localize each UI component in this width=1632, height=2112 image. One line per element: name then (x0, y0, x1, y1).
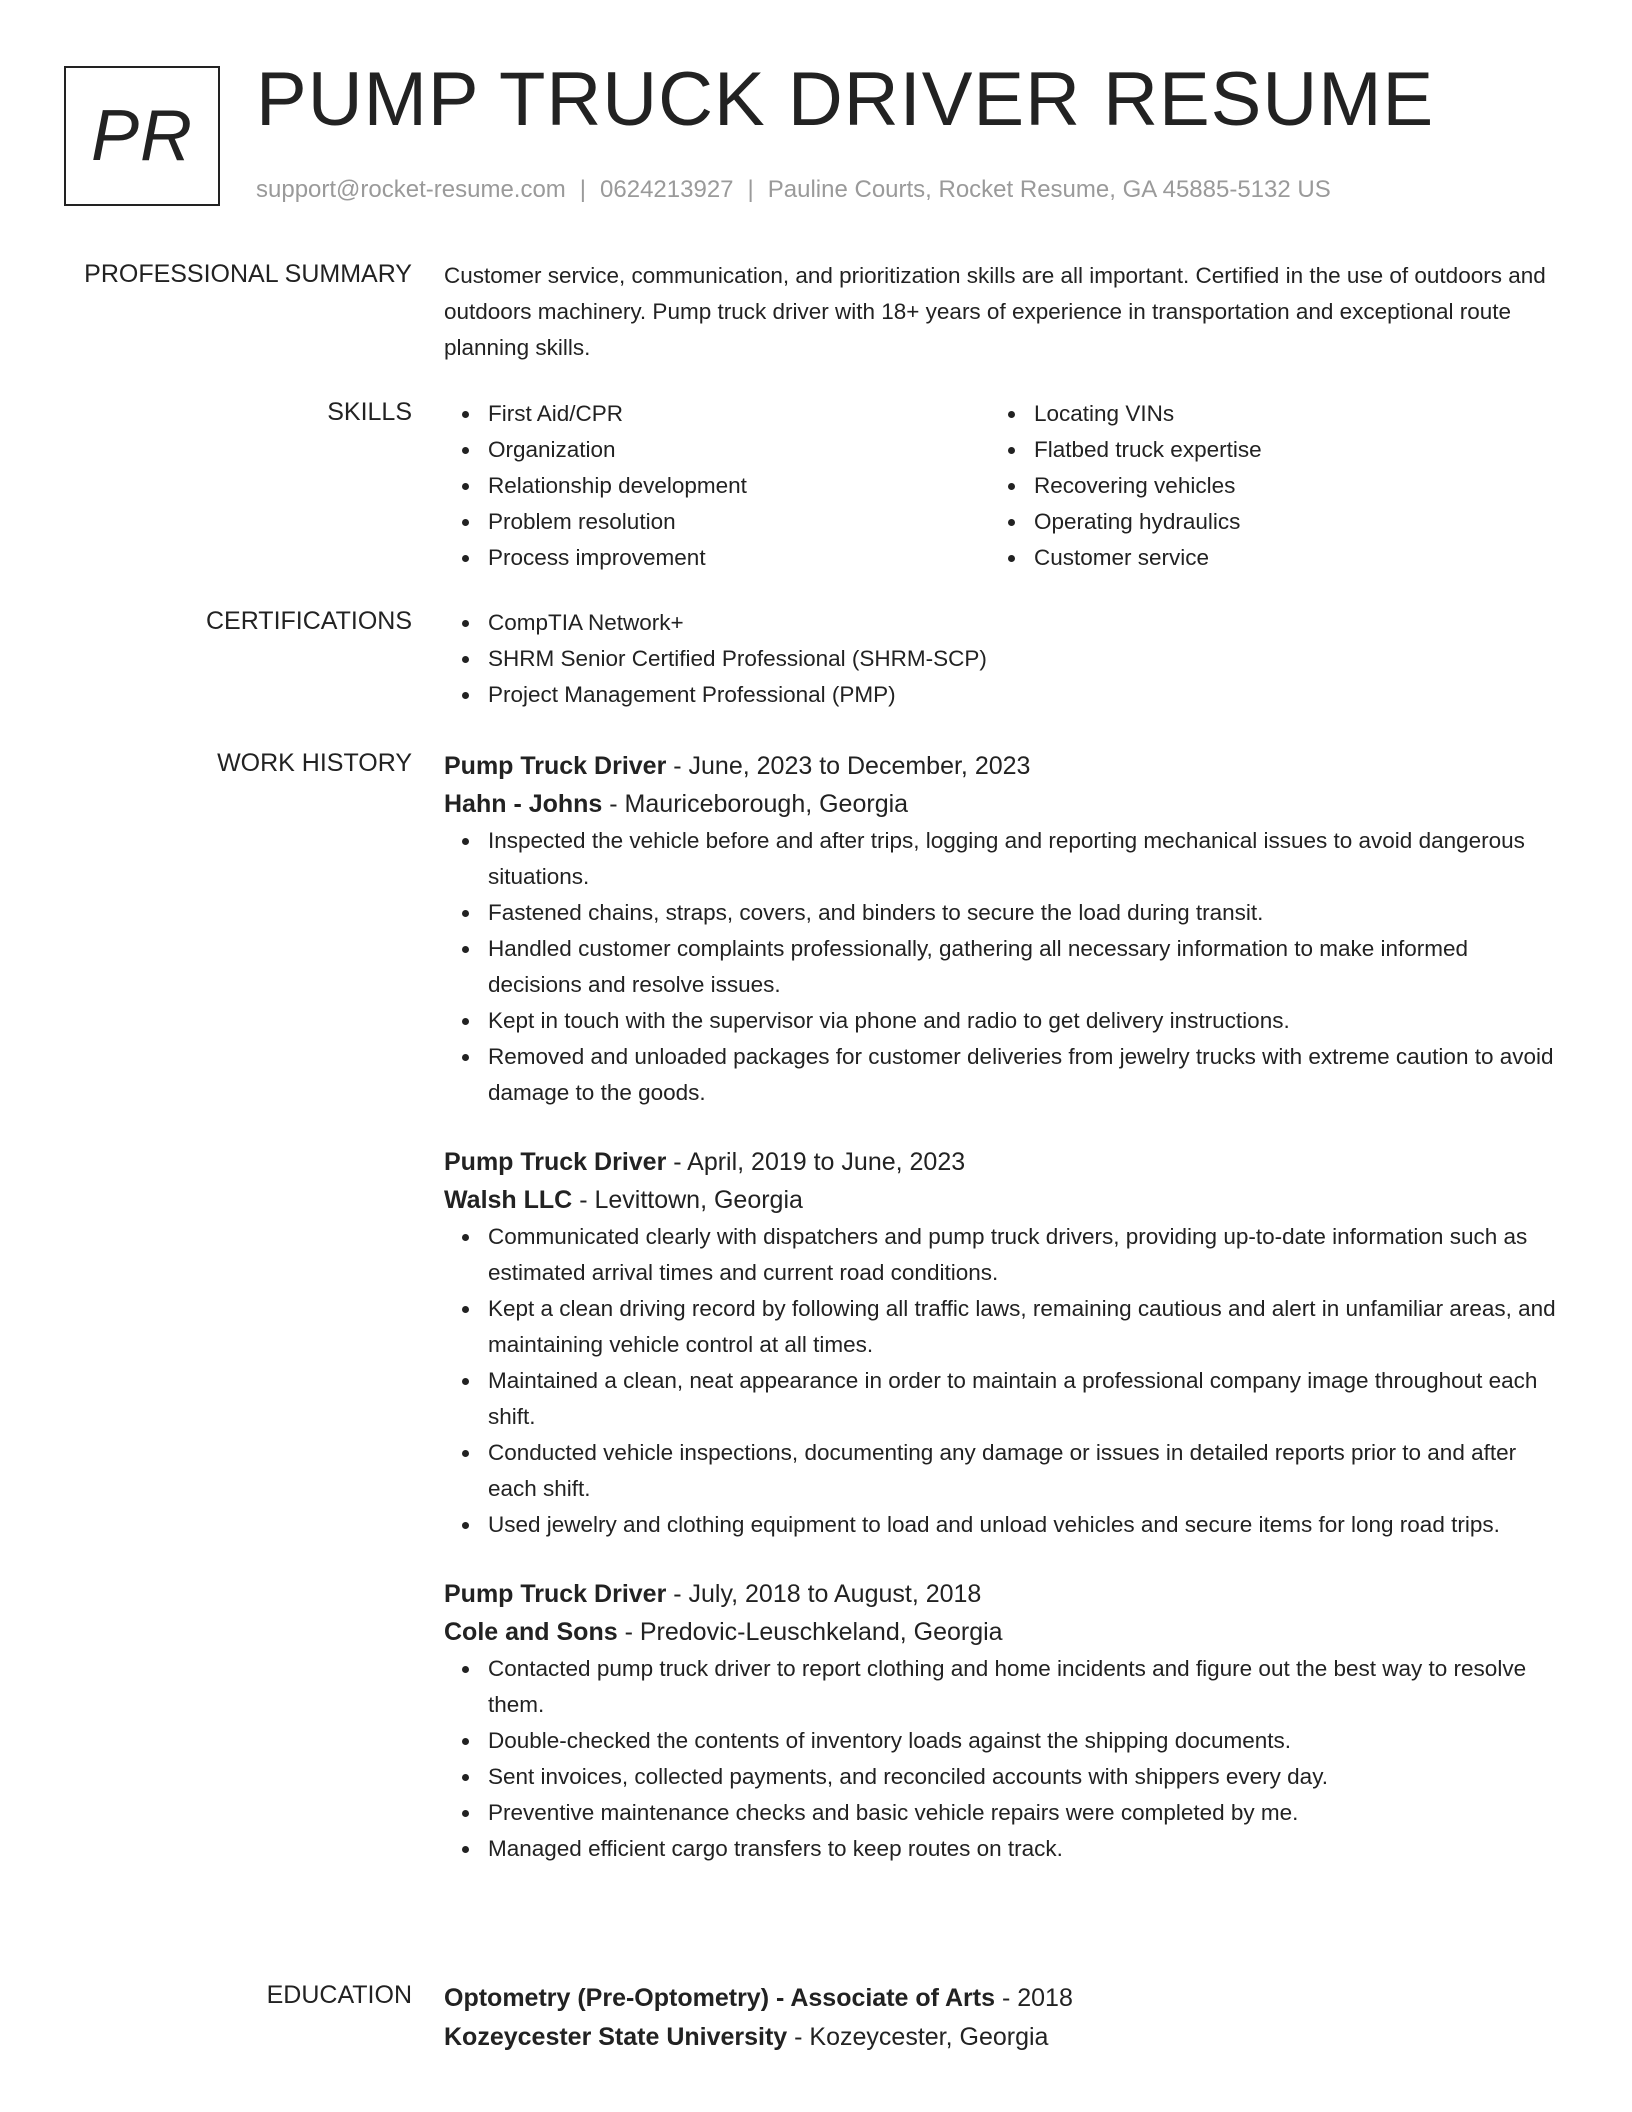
job-title: Pump Truck Driver (444, 1148, 667, 1176)
job-duties-list (444, 823, 1564, 1111)
skill-item: First Aid/CPR (444, 396, 990, 432)
education-location: - Kozeycester, Georgia (787, 2023, 1049, 2051)
job-duty-item: Sent invoices, collected payments, and reconciled accounts with shippers every day. (444, 1759, 1564, 1795)
job-duty-item: Inspected the vehicle before and after trips, logging and reporting mechanical issues to avoid dangerous situations. (444, 823, 1564, 895)
job-duties-list (444, 1651, 1564, 1867)
contact-separator: | (579, 176, 587, 203)
job-duty-item: Used jewelry and clothing equipment to load and unload vehicles and secure items for long road trips. (444, 1507, 1564, 1543)
job-dates: - April, 2019 to June, 2023 (666, 1148, 966, 1176)
skills-list-left (444, 396, 990, 576)
job-dates: - July, 2018 to August, 2018 (666, 1580, 982, 1608)
job-duty-item: Handled customer complaints professionally, gathering all necessary information to make informed decisions and resolve issues. (444, 931, 1564, 1003)
education-heading: EDUCATION (266, 1981, 412, 2009)
job-duty-item: Communicated clearly with dispatchers and pump truck drivers, providing up-to-date information such as estimated arrival times and current road conditions. (444, 1219, 1564, 1291)
contact-phone: 0624213927 (600, 176, 734, 203)
contact-separator: | (747, 176, 754, 203)
job-location: - Predovic-Leuschkeland, Georgia (617, 1618, 1003, 1646)
skills-body (444, 396, 1564, 576)
job-duty-item: Maintained a clean, neat appearance in order to maintain a professional company image throughout each shift. (444, 1363, 1564, 1435)
skills-list-right (990, 396, 1536, 576)
job-duties-list (444, 1219, 1564, 1543)
skill-item: Operating hydraulics (990, 504, 1536, 540)
job-duty-item: Fastened chains, straps, covers, and binders to secure the load during transit. (444, 895, 1564, 931)
skill-item: Problem resolution (444, 504, 990, 540)
job-entry (444, 1143, 1564, 1543)
job-location: - Levittown, Georgia (572, 1186, 803, 1214)
job-duty-item: Kept a clean driving record by following all traffic laws, remaining cautious and alert in unfamiliar areas, and maintaining vehicle control at all times. (444, 1291, 1564, 1363)
skill-item: Customer service (990, 540, 1536, 576)
certifications-heading: CERTIFICATIONS (205, 607, 412, 635)
education-body (444, 1979, 1564, 2057)
contact-line (256, 174, 1331, 206)
skill-item: Organization (444, 432, 990, 468)
certification-item: SHRM Senior Certified Professional (SHRM-SCP) (444, 641, 1564, 677)
job-duty-item: Managed efficient cargo transfers to keep routes on track. (444, 1831, 1564, 1867)
contact-address: Pauline Courts, Rocket Resume, GA 45885-5132 US (767, 176, 1331, 203)
work-history-body (444, 747, 1564, 1867)
education-school: Kozeycester State University (444, 2023, 788, 2051)
skill-item: Process improvement (444, 540, 990, 576)
certification-item: CompTIA Network+ (444, 605, 1564, 641)
education-degree-line (444, 1979, 1564, 2018)
job-title: Pump Truck Driver (444, 752, 667, 780)
certification-item: Project Management Professional (PMP) (444, 677, 1564, 713)
education-year: - 2018 (995, 1984, 1073, 2012)
contact-email: support@rocket-resume.com (256, 176, 566, 203)
job-duty-item: Conducted vehicle inspections, documenting any damage or issues in detailed reports prior to and after each shift. (444, 1435, 1564, 1507)
job-entry (444, 747, 1564, 1111)
summary-text: Customer service, communication, and prioritization skills are all important. Certified in the use of outdoors and outdoors machinery. Pump truck driver with 18+ years of experience in transportation and exceptional route planning skills. (444, 263, 1546, 360)
job-title-line (444, 747, 1564, 785)
education-degree: Optometry (Pre-Optometry) - Associate of Arts (444, 1984, 996, 2012)
work-history-heading: WORK HISTORY (217, 749, 412, 777)
job-duty-item: Removed and unloaded packages for customer deliveries from jewelry trucks with extreme caution to avoid damage to the goods. (444, 1039, 1564, 1111)
education-school-line (444, 2018, 1564, 2057)
job-title-line (444, 1143, 1564, 1181)
skill-item: Flatbed truck expertise (990, 432, 1536, 468)
job-duty-item: Double-checked the contents of inventory loads against the shipping documents. (444, 1723, 1564, 1759)
job-duty-item: Contacted pump truck driver to report clothing and home incidents and figure out the best way to resolve them. (444, 1651, 1564, 1723)
skill-item: Locating VINs (990, 396, 1536, 432)
job-company-line (444, 1181, 1564, 1219)
page-title: PUMP TRUCK DRIVER RESUME (256, 57, 1435, 142)
summary-body (444, 258, 1564, 366)
job-title-line (444, 1575, 1564, 1613)
job-company-line (444, 1613, 1564, 1651)
skills-heading: SKILLS (327, 398, 412, 426)
job-entry (444, 1575, 1564, 1867)
job-duty-item: Preventive maintenance checks and basic vehicle repairs were completed by me. (444, 1795, 1564, 1831)
job-duty-item: Kept in touch with the supervisor via phone and radio to get delivery instructions. (444, 1003, 1564, 1039)
monogram-logo: PR (64, 66, 220, 206)
job-dates: - June, 2023 to December, 2023 (666, 752, 1031, 780)
certifications-list (444, 605, 1564, 713)
job-company: Hahn - Johns (444, 790, 603, 818)
job-company: Cole and Sons (444, 1618, 618, 1646)
skill-item: Recovering vehicles (990, 468, 1536, 504)
job-location: - Mauriceborough, Georgia (602, 790, 909, 818)
summary-heading: PROFESSIONAL SUMMARY (84, 260, 412, 288)
job-title: Pump Truck Driver (444, 1580, 667, 1608)
job-company: Walsh LLC (444, 1186, 573, 1214)
certifications-body (444, 605, 1564, 713)
skill-item: Relationship development (444, 468, 990, 504)
job-company-line (444, 785, 1564, 823)
